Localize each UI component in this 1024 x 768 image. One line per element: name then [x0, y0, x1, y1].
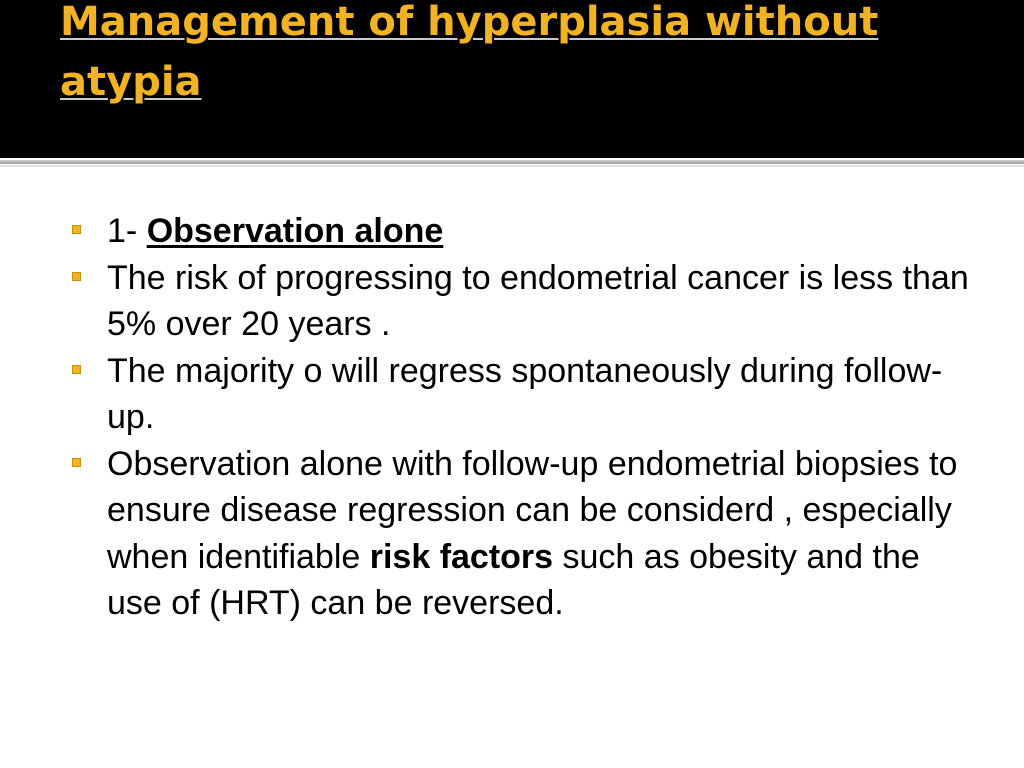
- bullet-emphasis: risk factors: [369, 537, 554, 576]
- square-bullet-icon: [72, 272, 81, 281]
- title-divider: [0, 160, 1024, 164]
- bullet-list: [72, 208, 972, 627]
- square-bullet-icon: [72, 458, 81, 467]
- bullet-text-before: Observation alone with follow-up endometrial biopsies to ensure disease regression can be considerd , especially when identifiable: [107, 444, 958, 576]
- title-divider-shadow: [0, 165, 1024, 167]
- square-bullet-icon: [72, 365, 81, 374]
- bullet-prefix: 1-: [107, 212, 147, 250]
- title-band: [0, 0, 1024, 158]
- square-bullet-icon: [72, 225, 81, 234]
- bullet-item-risk: [72, 255, 972, 348]
- bullet-heading: Observation alone: [146, 212, 444, 250]
- slide-title: Management of hyperplasia without atypia: [60, 0, 879, 105]
- bullet-text-after: such as obesity and the use of (HRT) can be reversed.: [107, 537, 920, 622]
- bullet-text: The majority o will regress spontaneously during follow-up.: [107, 351, 943, 436]
- bullet-item-biopsies: [72, 441, 972, 627]
- bullet-text: The risk of progressing to endometrial cancer is less than 5% over 20 years .: [107, 258, 969, 343]
- bullet-item-observation: [72, 208, 972, 255]
- bullet-item-regression: [72, 348, 972, 441]
